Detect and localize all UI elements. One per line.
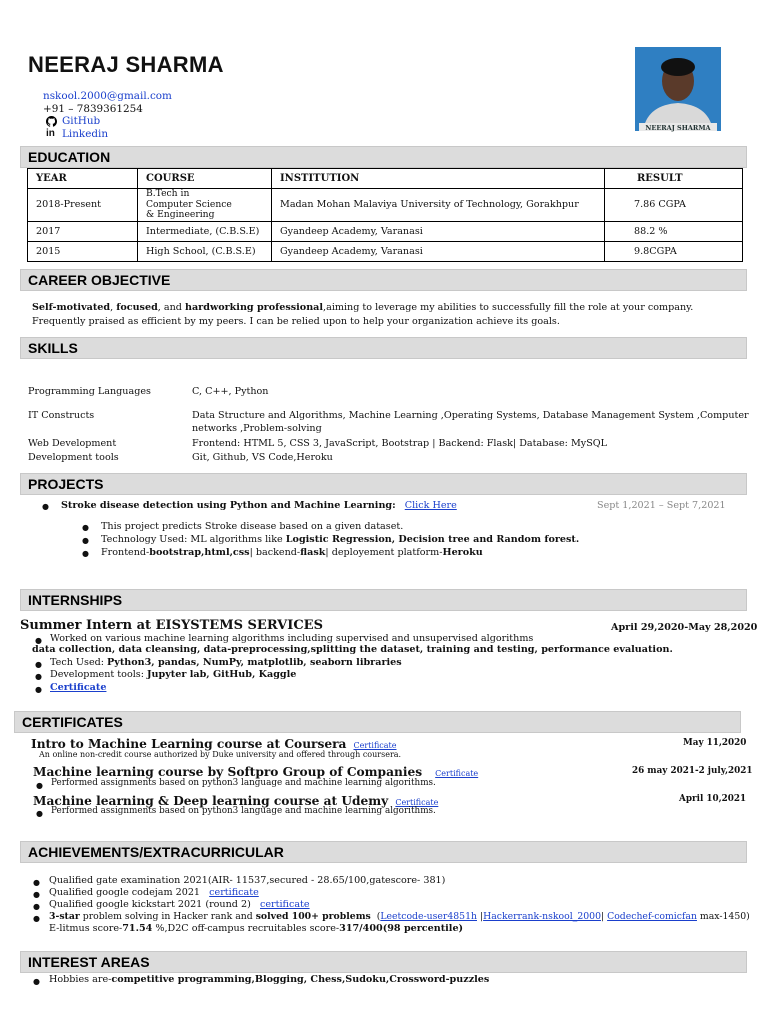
skill-label: Programming Languages <box>28 386 151 397</box>
section-title: ACHIEVEMENTS/EXTRACURRICULAR <box>28 844 284 860</box>
bullet-bold: flask <box>300 547 326 558</box>
achievement-bold: 3-star <box>49 911 80 922</box>
cell-institution: Gyandeep Academy, Varanasi <box>272 241 605 261</box>
achievement-certificate-link[interactable]: certificate <box>259 899 310 910</box>
achievement-certificate-link[interactable]: certificate <box>209 887 259 898</box>
internship-bullet <box>50 669 296 680</box>
certificate-desc: Performed assignments based on python3 language and machine learning algorithms. <box>51 778 436 788</box>
bullet-icon: ● <box>33 890 40 899</box>
achievement-text: ( <box>370 911 381 922</box>
achievement-text: problem solving in Hacker rank and <box>79 911 256 922</box>
bullet-icon: ● <box>33 902 40 911</box>
leetcode-link[interactable]: Leetcode-user4851h <box>380 911 477 922</box>
bullet-text: | deployement platform- <box>325 547 443 558</box>
bullet-icon: ● <box>36 781 43 790</box>
bullet-text: Development tools: <box>50 669 147 680</box>
section-internships <box>20 589 747 611</box>
section-title: INTERNSHIPS <box>28 592 123 608</box>
table-row <box>28 189 743 222</box>
table-row <box>28 221 743 241</box>
skill-label: IT Constructs <box>28 410 95 421</box>
internship-certificate-link[interactable]: Certificate <box>50 682 107 693</box>
achievement-text: | <box>600 911 608 922</box>
codechef-link[interactable]: Codechef-comicfan <box>607 911 697 922</box>
bullet-icon: ● <box>82 523 89 532</box>
bullet-text: Frontend- <box>101 547 150 558</box>
objective-bold: focused <box>116 302 158 313</box>
certificate-date: April 10,2021 <box>679 794 747 804</box>
section-title: PROJECTS <box>28 476 104 492</box>
section-title: SKILLS <box>28 340 78 356</box>
bullet-bold: Python3, pandas, NumPy, matplotlib, seaborn libraries <box>107 657 402 668</box>
cell-course <box>138 189 272 222</box>
skill-value-cont: networks ,Problem-solving <box>192 423 322 434</box>
section-interest-areas <box>20 951 747 973</box>
section-education <box>20 146 747 168</box>
bullet-bold: Jupyter lab, GitHub, Kaggle <box>147 669 297 680</box>
project-name: Stroke disease detection using Python and Machine Learning: <box>61 500 396 511</box>
bullet-icon: ● <box>33 914 40 923</box>
github-icon <box>46 116 57 127</box>
skill-value: Data Structure and Algorithms, Machine Learning ,Operating Systems, Database Management System ,Computer <box>192 410 749 421</box>
interest-bold: competitive programming,Blogging, Chess,Sudoku,Crossword-puzzles <box>111 974 490 985</box>
achievement-item <box>49 899 310 910</box>
section-skills <box>20 337 747 359</box>
certificate-name: Machine learning & Deep learning course at Udemy <box>33 794 389 808</box>
achievement-text: max-1450) <box>696 911 750 922</box>
certificate-date: 26 may 2021-2 july,2021 <box>632 766 753 776</box>
bullet-icon: ● <box>82 536 89 545</box>
cell-year: 2015 <box>28 241 138 261</box>
photo-caption: NEERAJ SHARMA <box>645 124 711 132</box>
section-title: CAREER OBJECTIVE <box>28 272 171 288</box>
bullet-icon: ● <box>33 878 40 887</box>
certificate-date: May 11,2020 <box>683 738 747 748</box>
achievement-item <box>49 911 750 922</box>
interest-item <box>49 974 489 985</box>
certificate-desc: An online non-credit course authorized by Duke university and offered through coursera. <box>39 750 402 759</box>
cell-result: 7.86 CGPA <box>605 189 743 222</box>
education-table <box>27 168 743 262</box>
cell-course: High School, (C.B.S.E) <box>138 241 272 261</box>
cell-institution: Gyandeep Academy, Varanasi <box>272 221 605 241</box>
table-row <box>28 241 743 261</box>
candidate-name: NEERAJ SHARMA <box>28 52 224 77</box>
github-link[interactable]: GitHub <box>62 115 101 127</box>
section-career-objective <box>20 269 747 291</box>
cell-year: 2017 <box>28 221 138 241</box>
internship-bullet: Worked on various machine learning algorithms including supervised and unsupervised algorithms <box>50 633 534 644</box>
cell-course: Intermediate, (C.B.S.E) <box>138 221 272 241</box>
objective-text: , <box>110 302 117 313</box>
certificate-link[interactable]: Certificate <box>435 769 479 778</box>
column-header: RESULT <box>605 169 743 189</box>
achievement-item <box>49 923 463 934</box>
cell-year: 2018-Present <box>28 189 138 222</box>
certificate-desc: Performed assignments based on python3 language and machine learning algorithms. <box>51 806 436 816</box>
bullet-text: | backend- <box>249 547 301 558</box>
bullet-icon: ● <box>35 660 42 669</box>
internship-bullet <box>50 657 402 668</box>
cell-result: 9.8CGPA <box>605 241 743 261</box>
bullet-text: Technology Used: ML algorithms like <box>101 534 286 545</box>
objective-bold: hardworking professional <box>184 302 324 313</box>
table-header-row <box>28 169 743 189</box>
objective-line-1 <box>32 302 693 313</box>
achievement-text: Qualified google kickstart 2021 (round 2) <box>49 899 260 910</box>
project-link[interactable]: Click Here <box>404 500 457 511</box>
bullet-icon: ● <box>35 672 42 681</box>
skill-value: C, C++, Python <box>192 386 269 397</box>
project-bullet <box>101 547 483 558</box>
skill-label: Web Development <box>28 438 117 449</box>
objective-text: ,aiming to leverage my abilities to successfully fill the role at your company. <box>323 302 694 313</box>
bullet-icon: ● <box>36 809 43 818</box>
section-certificates <box>14 711 741 733</box>
objective-text: , and <box>157 302 185 313</box>
objective-line-2: Frequently praised as efficient by my peers. I can be relied upon to help your organization achieve its goals. <box>32 316 560 327</box>
internship-bold-line: data collection, data cleansing, data-preprocessing,splitting the dataset, training and testing, performance evaluation. <box>32 644 673 655</box>
column-header: INSTITUTION <box>272 169 605 189</box>
bullet-icon: ● <box>35 636 42 645</box>
internship-role: Summer Intern at EISYSTEMS SERVICES <box>20 618 323 633</box>
certificate-name: Machine learning course by Softpro Group of Companies <box>33 765 423 779</box>
section-projects <box>20 473 747 495</box>
bullet-icon: ● <box>35 685 42 694</box>
column-header: YEAR <box>28 169 138 189</box>
bullet-bold: Logistic Regression, Decision tree and Random forest. <box>285 534 580 545</box>
interest-text: Hobbies are- <box>49 974 112 985</box>
achievement-text: Qualified google codejam 2021 <box>49 887 210 898</box>
section-achievements <box>20 841 747 863</box>
section-title: EDUCATION <box>28 149 111 165</box>
section-title: INTEREST AREAS <box>28 954 150 970</box>
internship-dates: April 29,2020-May 28,2020 <box>611 622 758 633</box>
bullet-icon: ● <box>82 549 89 558</box>
column-header: COURSE <box>138 169 272 189</box>
achievement-text: %,D2C off-campus recruitables score- <box>152 923 340 934</box>
skill-value: Git, Github, VS Code,Heroku <box>192 452 333 463</box>
skill-value: Frontend: HTML 5, CSS 3, JavaScript, Bootstrap | Backend: Flask| Database: MySQL <box>192 438 608 449</box>
project-title <box>61 500 457 511</box>
certificate-link[interactable]: Certificate <box>395 798 439 807</box>
course-line: & Engineering <box>146 209 215 220</box>
email-link[interactable]: nskool.2000@gmail.com <box>43 90 172 102</box>
course-line: B.Tech in <box>146 188 190 199</box>
project-bullet <box>101 534 579 545</box>
certificate-name: Intro to Machine Learning course at Coursera <box>31 737 347 751</box>
objective-bold: Self-motivated <box>32 302 111 313</box>
achievement-bold: 317/400(98 percentile) <box>339 923 464 934</box>
cell-institution: Madan Mohan Malaviya University of Technology, Gorakhpur <box>272 189 605 222</box>
achievement-item: Qualified gate examination 2021(AIR- 11537,secured - 28.65/100,gatescore- 381) <box>49 875 446 886</box>
section-title: CERTIFICATES <box>22 714 123 730</box>
linkedin-icon: in <box>46 128 55 139</box>
bullet-bold: Heroku <box>442 547 483 558</box>
skill-label: Development tools <box>28 452 119 463</box>
hackerrank-link[interactable]: Hackerrank-nskool_2000 <box>483 911 601 922</box>
project-bullet: This project predicts Stroke disease based on a given dataset. <box>101 521 404 532</box>
bullet-icon: ● <box>42 502 49 511</box>
cell-result: 88.2 % <box>605 221 743 241</box>
phone-number: +91 – 7839361254 <box>43 103 143 115</box>
achievement-text: | <box>477 911 484 922</box>
linkedin-link[interactable]: Linkedin <box>62 128 109 140</box>
achievement-bold: solved 100+ problems <box>255 911 371 922</box>
certificate-link[interactable]: Certificate <box>353 741 397 750</box>
achievement-item <box>49 887 259 898</box>
bullet-icon: ● <box>33 977 40 986</box>
project-dates: Sept 1,2021 – Sept 7,2021 <box>597 500 726 511</box>
course-line: Computer Science <box>146 198 232 210</box>
bullet-text: Tech Used: <box>50 657 108 668</box>
achievement-text: E-litmus score- <box>49 923 123 934</box>
achievement-bold: 71.54 <box>122 923 153 934</box>
bullet-bold: bootstrap,html,css <box>149 547 250 558</box>
